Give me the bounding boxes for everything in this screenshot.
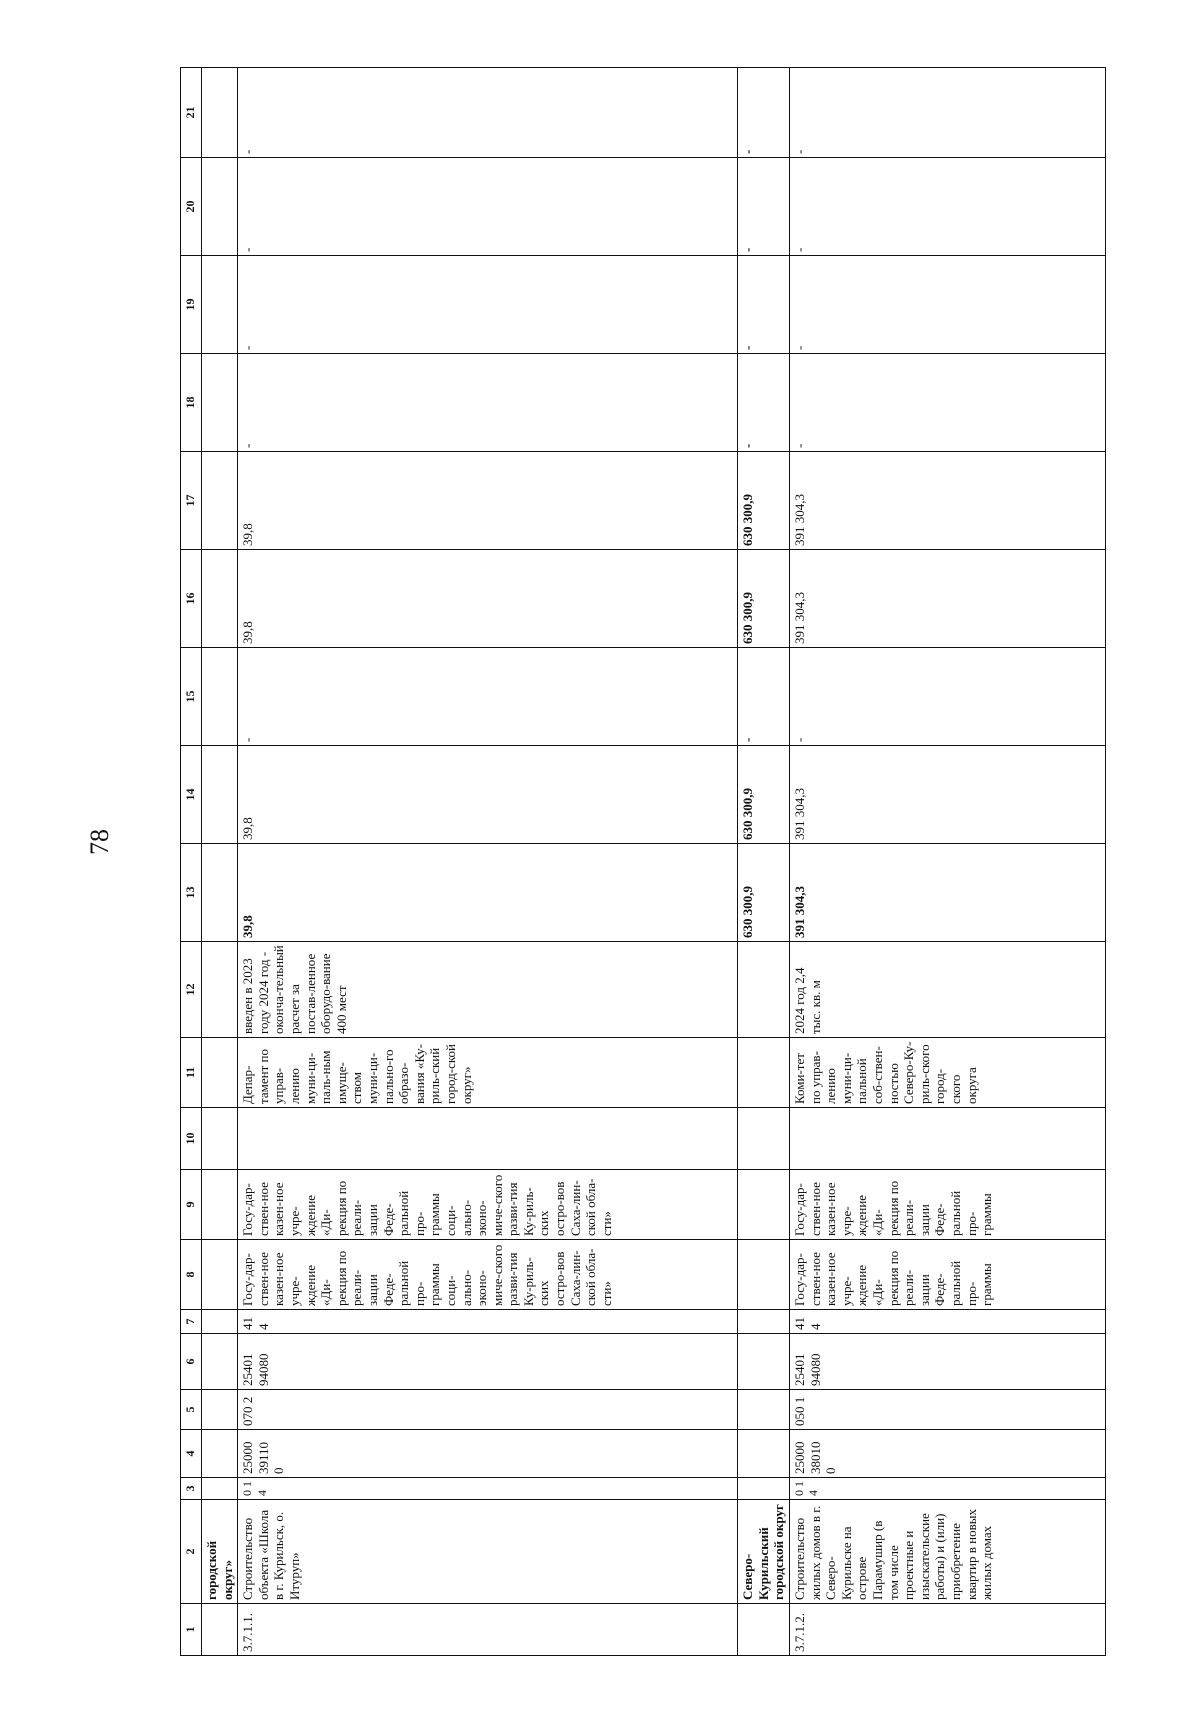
table-cell — [202, 844, 238, 942]
table-cell: 050 1 — [789, 1390, 1105, 1430]
table-cell — [738, 1108, 790, 1170]
amount-cell: - — [789, 158, 1105, 256]
col-header: 20 — [181, 158, 202, 256]
table-cell: 25401 94080 — [238, 1334, 738, 1390]
amount-cell: - — [789, 648, 1105, 746]
col-header: 15 — [181, 648, 202, 746]
table-cell: 070 2 — [238, 1390, 738, 1430]
table-cell — [202, 1478, 238, 1500]
column-number-row — [181, 68, 202, 1656]
amount-cell: 391 304,3 — [789, 550, 1105, 648]
table-cell — [202, 942, 238, 1038]
table-cell — [202, 68, 238, 158]
row-number: 3.7.1.2. — [789, 1604, 1105, 1656]
district-label: Северо-Курильский городской округ — [738, 1500, 790, 1604]
district-label: городской округ» — [202, 1500, 238, 1604]
table-cell — [738, 1604, 790, 1656]
table-cell — [738, 1310, 790, 1334]
col-header: 18 — [181, 354, 202, 452]
table-cell: 25000 38010 0 — [789, 1430, 1105, 1478]
owner-cell: Депар-тамент по управ-лению муни-ци-паль-ным имуще-ством муни-ци-пально-го образо-вания «Ку-риль-ский город-ской округ» — [238, 1038, 738, 1108]
result-cell: введен в 2023 году 2024 год - оконча-тельный расчет за постав-ленное оборудо-вание 400 мест — [238, 942, 738, 1038]
amount-cell: - — [238, 354, 738, 452]
table-cell — [202, 452, 238, 550]
col-header: 3 — [181, 1478, 202, 1500]
table-cell — [738, 1478, 790, 1500]
budget-table — [180, 67, 1106, 1656]
table-row — [238, 68, 738, 1656]
col-header: 4 — [181, 1430, 202, 1478]
amount-cell: 39,8 — [238, 746, 738, 844]
executor-cell: Госу-дар-ствен-ное казен-ное учре-ждение «Ди-рекция по реали-зации Феде-ральной про-граммы соци-ально-эконо-миче-ского разви-тия Ку-риль-ских остро-вов Саха-лин-ской обла-сти» — [238, 1170, 738, 1240]
amount-cell: 39,8 — [238, 550, 738, 648]
subtotal-row — [738, 68, 790, 1656]
table-row — [789, 68, 1105, 1656]
table-cell: 25000 39110 0 — [238, 1430, 738, 1478]
col-header: 11 — [181, 1038, 202, 1108]
amount-cell: - — [238, 256, 738, 354]
table-cell — [202, 1390, 238, 1430]
table-cell — [738, 942, 790, 1038]
customer-cell: Госу-дар-ствен-ное казен-ное учре-ждение «Ди-рекция по реали-зации Феде-ральной про-граммы — [789, 1240, 1105, 1310]
amount-cell: - — [238, 648, 738, 746]
table-cell — [202, 550, 238, 648]
amount-cell: 39,8 — [238, 452, 738, 550]
executor-cell: Госу-дар-ствен-ное казен-ное учре-ждение «Ди-рекция по реали-зации Феде-ральной про-граммы — [789, 1170, 1105, 1240]
col-header: 17 — [181, 452, 202, 550]
rotated-table-sheet — [180, 72, 1106, 1656]
col-header: 5 — [181, 1390, 202, 1430]
table-cell — [738, 1170, 790, 1240]
table-cell — [202, 158, 238, 256]
amount-cell: - — [738, 158, 790, 256]
amount-cell: - — [789, 354, 1105, 452]
table-cell — [738, 1038, 790, 1108]
amount-cell: 630 300,9 — [738, 844, 790, 942]
customer-cell: Госу-дар-ствен-ное казен-ное учре-ждение «Ди-рекция по реали-зации Феде-ральной про-граммы соци-ально-эконо-миче-ского разви-тия Ку-риль-ских остро-вов Саха-лин-ской обла-сти» — [238, 1240, 738, 1310]
col-header: 14 — [181, 746, 202, 844]
table-cell — [789, 1108, 1105, 1170]
amount-cell: - — [738, 256, 790, 354]
table-cell — [738, 1390, 790, 1430]
amount-cell: 39,8 — [238, 844, 738, 942]
table-cell — [738, 1240, 790, 1310]
amount-cell: 391 304,3 — [789, 844, 1105, 942]
table-cell — [202, 1038, 238, 1108]
amount-cell: - — [738, 648, 790, 746]
col-header: 8 — [181, 1240, 202, 1310]
table-cell — [202, 746, 238, 844]
amount-cell: - — [238, 68, 738, 158]
result-cell: 2024 год 2,4 тыс. кв. м — [789, 942, 1105, 1038]
col-header: 21 — [181, 68, 202, 158]
measure-name: Строительство жилых домов в г. Северо-Курильске на острове Парамушир (в том числе проектные и изыскательские работы) и (или) приобретение квартир в новых жилых домах — [789, 1500, 1105, 1604]
table-cell — [202, 354, 238, 452]
col-header: 7 — [181, 1310, 202, 1334]
table-cell: 25401 94080 — [789, 1334, 1105, 1390]
col-header: 2 — [181, 1500, 202, 1604]
amount-cell: - — [789, 68, 1105, 158]
col-header: 19 — [181, 256, 202, 354]
table-cell — [202, 648, 238, 746]
table-cell: 41 4 — [238, 1310, 738, 1334]
col-header: 6 — [181, 1334, 202, 1390]
continuation-row — [202, 68, 238, 1656]
table-cell — [202, 1170, 238, 1240]
col-header: 1 — [181, 1604, 202, 1656]
table-cell: 0 1 4 — [789, 1478, 1105, 1500]
amount-cell: 630 300,9 — [738, 746, 790, 844]
col-header: 10 — [181, 1108, 202, 1170]
amount-cell: - — [738, 68, 790, 158]
table-cell — [202, 1108, 238, 1170]
amount-cell: - — [789, 256, 1105, 354]
table-cell — [202, 1604, 238, 1656]
amount-cell: 630 300,9 — [738, 452, 790, 550]
table-cell — [202, 256, 238, 354]
col-header: 12 — [181, 942, 202, 1038]
amount-cell: - — [738, 354, 790, 452]
table-cell — [738, 1334, 790, 1390]
table-cell — [738, 1430, 790, 1478]
amount-cell: 630 300,9 — [738, 550, 790, 648]
amount-cell: 391 304,3 — [789, 746, 1105, 844]
table-cell — [202, 1334, 238, 1390]
table-cell: 0 1 4 — [238, 1478, 738, 1500]
col-header: 13 — [181, 844, 202, 942]
col-header: 9 — [181, 1170, 202, 1240]
amount-cell: 391 304,3 — [789, 452, 1105, 550]
table-cell — [202, 1240, 238, 1310]
table-cell — [202, 1310, 238, 1334]
table-cell — [238, 1108, 738, 1170]
measure-name: Строительство объекта «Школа в г. Курильск, о. Итуруп» — [238, 1500, 738, 1604]
table-cell — [202, 1430, 238, 1478]
table-cell: 41 4 — [789, 1310, 1105, 1334]
page-number: 78 — [85, 829, 114, 855]
amount-cell: - — [238, 158, 738, 256]
row-number: 3.7.1.1. — [238, 1604, 738, 1656]
owner-cell: Коми-тет по управ-лению муни-ци-пальной соб-ствен-ностью Северо-Ку-риль-ского город-ского округа — [789, 1038, 1105, 1108]
col-header: 16 — [181, 550, 202, 648]
